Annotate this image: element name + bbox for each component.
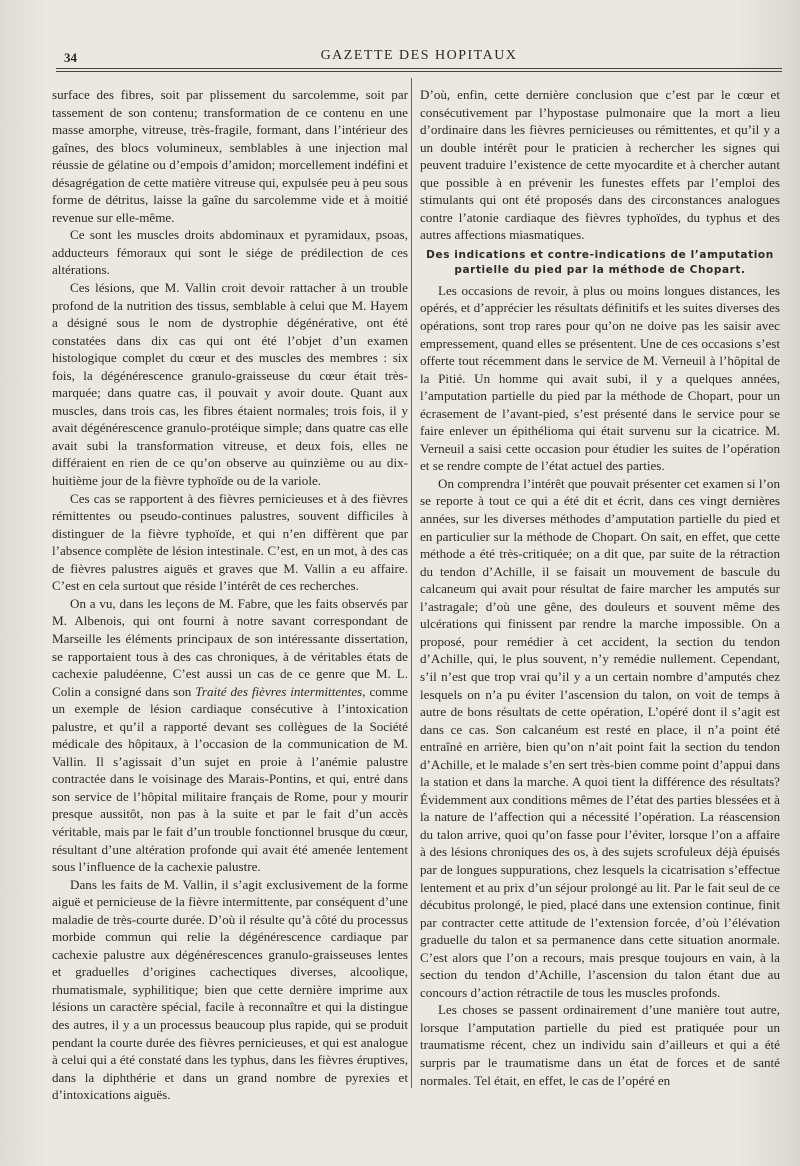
paragraph-text: Les occasions de revoir, à plus ou moins longues distances, les opérés, et d’apprécier les résultats définitifs et les suites diverses des opérations, sont trop rares pour qu’on ne doive pas les saisir avec empressement, quand elles se présentent. Une de ces occasions s’est offerte tout récemment dans le service de M. Verneuil à l’hôpital de la Pitié. Un homme qui avait subi, il y a quelques années, l’amputation partielle du pied par la méthode de Chopart, pour un écrasement de l’avant-pied, s’est présenté dans le service pour se faire enlever un épithélioma qui était survenu sur la cicatrice. M. Verneuil a saisi cette occasion pour étudier les suites de l’opération et se rendre compte de l’état actuel des parties. — [420, 282, 780, 474]
article-paragraph — [420, 1001, 780, 1089]
paragraph-text: Ces lésions, que M. Vallin croit devoir rattacher à un trouble profond de la nutrition des tissus, semblable à celui que M. Hayem a désigné sous le nom de dystrophie dégénérative, ont été constatées dans dix cas qui ont été l’objet d’un examen histologique complet du cœur et des muscles des membres : six fois, la dégénérescence granulo-graisseuse du cœur était très-marquée; dans quatre cas, il pouvait y avoir doute. Quant aux muscles, dans trois cas, les fibres étaient normales; trois fois, il y avait dégénérescence granulo-protéique simple; dans quatre cas elle avait subi la transformation vitreuse, et deux fois, elles ne différaient en rien de ce qu’on observe au quinzième ou au dix-huitième jour de la fièvre typhoïde ou de la variole. — [52, 280, 408, 489]
paragraph-text: Dans les faits de M. Vallin, il s’agit exclusivement de la forme aiguë et pernicieuse de la fièvre intermittente, par conséquent d’une maladie de très-courte durée. D’où il résulte qu’à côté du processus morbide commun qui relie la dégénérescence cardiaque par cachexie palustre aux dégénérescences granulo-graisseuses lentes et graduelles d’origines cachectiques diverses, alcoolique, rhumatismale, syphilitique; bien que cette dernière imprime aux lésions un caractère spécial, facile à reconnaître et qui la distingue des autres, il y a un processus beaucoup plus rapide, qui se produit pendant la courte durée des fièvres pernicieuses, et qui est analogue à celui qui a été constaté dans les typhus, dans les fièvres éruptives, dans la diphthérie et dans un grand nombre de pyrexies et d’intoxications aiguës. — [52, 876, 408, 1103]
publication-title: GAZETTE DES HOPITAUX — [320, 48, 518, 63]
article-paragraph — [52, 490, 408, 595]
article-paragraph — [52, 279, 408, 490]
paragraph-text: comme un exemple de lésion cardiaque consécutive à l’intoxication palustre, et qu’il a rapporté devant ses collègues de la Société médicale des hôpitaux, à l’occasion de la communication de M. Vallin. Il s’agissait d’un sujet en proie à l’anémie palustre contractée dans le voisinage des Marais-Pontins, et qui, entré dans son service de l’hôpital militaire français de Rome, pour y mourir presque aussitôt, non pas à la suite et par le fait d’un accès véritable, mais par le fait d’un trouble fonctionnel brusque du cœur, résultant d’une altération profonde qui avait été amenée lentement sous l’influence de la cachexie palustre. — [52, 683, 408, 875]
paragraph-text: D’où, enfin, cette dernière conclusion que c’est par le cœur et consécutivement par l’hypostase pulmonaire que la mort a lieu d’ordinaire dans les fièvres pernicieuses ou rémittentes, et qu’il y a un double intérêt pour le praticien à rechercher les signes qui peuvent traduire l’existence de cette myocardite et à chercher autant que possible à en prévenir les funestes effets par l’emploi des stimulants qui ont été proposés dans des circonstances analogues contre l’atonie cardiaque des fièvres typhoïdes, du typhus et des autres affections miasmatiques. — [420, 87, 780, 243]
article-paragraph — [420, 86, 780, 244]
book-title: Traité des fièvres intermittentes, — [195, 683, 366, 699]
section-heading: Des indications et contre-indications de l’amputation partielle du pied par la méthode de Chopart. — [426, 248, 774, 276]
page-header — [56, 44, 782, 68]
article-paragraph — [420, 475, 780, 1001]
header-rule-double — [56, 71, 782, 72]
paragraph-text: On a vu, dans les leçons de M. Fabre, que les faits observés par M. Albenois, qui ont fourni à notre savant correspondant de Marseille les éléments principaux de son intéressante dissertation, se rapportaient tous à des cas chroniques, à de véritables états de cachexie paludéenne, C’est aussi un cas de ce genre que M. L. Colin a consigné dans son — [52, 595, 408, 699]
paragraph-text: On comprendra l’intérêt que pouvait présenter cet examen si l’on se reporte à tout ce qui a été dit et écrit, dans ces vingt dernières années, sur les diverses méthodes d’amputation partielle du pied et en particulier sur la méthode de Chopart. On sait, en effet, que cette méthode a été très-critiquée; on a dit que, par suite de la rétraction du tendon d’Achille, il se faisait un mouvement de bascule du calcaneum qui avait pour résultat de faire marcher les amputés sur l’astragale; d’où une gêne, des douleurs et souvent même des ulcérations qui finissent par rendre la marche impossible. On a proposé, pour remédier à cet accident, la section du tendon d’Achille, qui, le plus souvent, n’y remédie nullement. Cependant, s’il n’est que trop vrai qu’il y a un certain nombre d’amputés chez lesquels on n’a pu éviter l’ascension du talon, on voit de temps à autre de bons résultats de cette opération, L’opéré dont il s’agit est dans ce cas. Son calcanéum est resté en place, il n’a point été entraîné en arrière, bien qu’on n’ait point fait la section du tendon d’Achille, et le malade s’en sert très-bien comme point d’appui dans la station et dans la marche. A quoi tient la différence des résultats? Évidemment aux conditions mêmes de l’état des parties blessées et à la nature de l’affection qui a nécessité l’opération. La réascension du talon arrive, quoi qu’on fasse pour l’éviter, lorsque l’on a affaire à des lésions chroniques des os, à des sujets scrofuleux déjà épuisés par de longues suppurations, chez lesquels la cicatrisation s’effectue lentement et au prix d’un séjour prolongé au lit. Par le fait seul de ce décubitus prolongé, le pied, placé dans une extension continue, finit par contracter cette attitude de l’extension forcée, d’où l’élévation graduelle du talon et sa permanence dans cette situation anormale. C’est alors que l’on a recours, mais presque toujours en vain, à la section du tendon d’Achille, l’ascension du talon étant due au concours d’action rétractile de tous les muscles profonds. — [420, 475, 780, 1000]
paragraph-text: Ces cas se rapportent à des fièvres pernicieuses et à des fièvres rémittentes ou pseudo-continues palustres, souvent difficiles à distinguer de la fièvre typhoïde, et qui n’en diffèrent que par l’absence complète de lésion intestinale. C’est, en un mot, à des cas de fièvres palustres aiguës et graves que M. Vallin a eu affaire. C’est en cela surtout que réside l’intérêt de ces recherches. — [52, 490, 408, 594]
article-paragraph — [52, 876, 408, 1104]
right-column — [420, 86, 780, 1089]
article-paragraph — [52, 595, 408, 876]
header-rule — [56, 68, 782, 69]
paragraph-text: Les choses se passent ordinairement d’une manière tout autre, lorsque l’amputation partielle du pied est pratiquée pour un traumatisme récent, chez un individu sain d’ailleurs et qui a été surpris par le traumatisme dans un état de forces et de santé normales. Tel était, en effet, le cas de l’opéré en — [420, 1002, 780, 1088]
left-column — [52, 86, 408, 1104]
page-number: 34 — [64, 50, 77, 65]
article-paragraph — [420, 282, 780, 475]
column-divider — [411, 78, 412, 1088]
article-paragraph — [52, 86, 408, 226]
article-paragraph — [52, 226, 408, 279]
paragraph-text: Ce sont les muscles droits abdominaux et pyramidaux, psoas, adducteurs fémoraux qui sont le siége de prédilection de ces altérations. — [52, 227, 408, 278]
paragraph-text: surface des fibres, soit par plissement du sarcolemme, soit par tassement de son contenu; transformation de ce contenu en une masse amorphe, vitreuse, très-fragile, formant, dans l’intérieur des gaînes, des blocs volumineux, semblables à une injection mal réussie de gélatine ou d’empois d’amidon; morcellement indéfini et désagrégation de cette matière vitreuse qui, expulsée peu à peu sous forme de détritus, laisse la gaîne du sarcolemme vide et à moitié revenue sur elle-même. — [52, 87, 408, 225]
